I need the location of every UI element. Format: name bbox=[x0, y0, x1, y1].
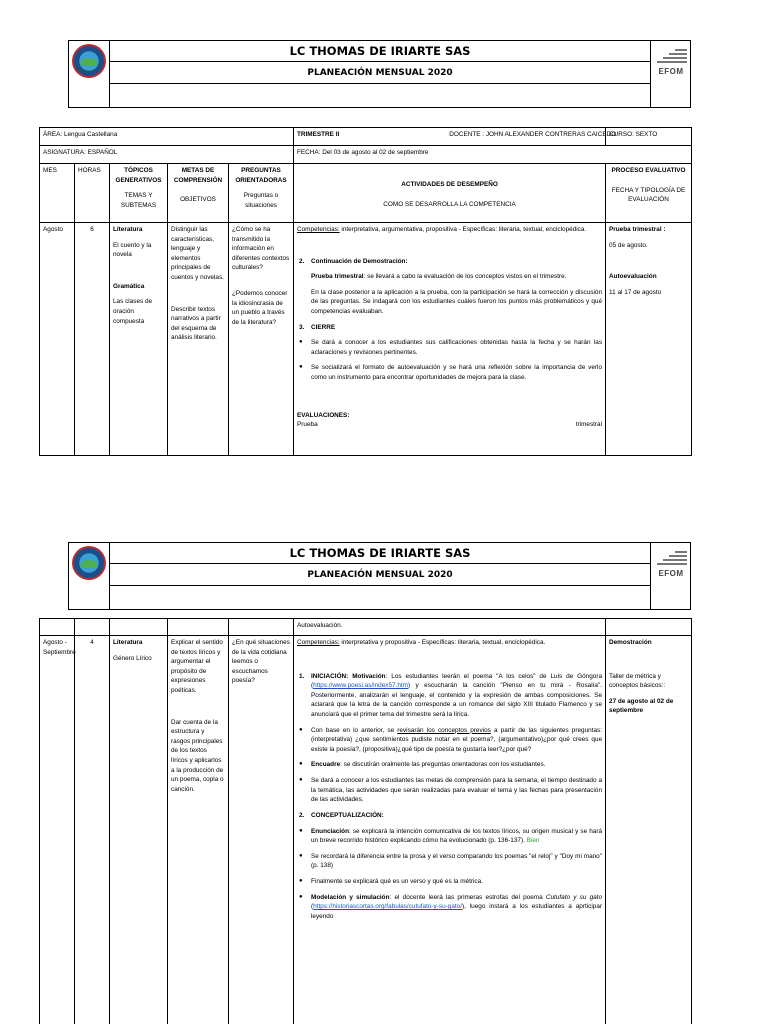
efom-logo-cell bbox=[650, 543, 690, 609]
institution-name: LC THOMAS DE IRIARTE SAS bbox=[110, 41, 650, 62]
proc2-title: Autoevaluación bbox=[609, 273, 657, 281]
metas-cell bbox=[168, 223, 229, 456]
mes-cell: Agosto bbox=[40, 223, 75, 456]
proceso-cell bbox=[606, 223, 692, 456]
clase-posterior-text: En la clase posterior a la aplicación a la prueba, con la participación se hará la corrección y discusión de las preguntas. Se indagará con los estudiantes cuáles fueron los puntos más problemáticos y qué competencias evaluaban. bbox=[311, 288, 603, 316]
pregunta2-text: ¿Podemos conocer la idiosincrasia de un pueblo a través de la literatura? bbox=[232, 290, 288, 326]
prosa-verso-bullet: ● Se recordará la diferencia entre la prosa y el verso comparando los poemas "el reloj" y "Doy mi mano" (p. 138) bbox=[297, 852, 602, 871]
col-proceso-sub: FECHA Y TIPOLOGÍA DE EVALUACIÓN bbox=[611, 186, 686, 204]
page2-plan-table bbox=[39, 618, 692, 1024]
s1-text-a: : Los estudiantes leerán el poema "A los celos" de Luis de Góngora ( bbox=[311, 672, 603, 690]
proceso-cell bbox=[606, 636, 692, 1024]
sec3-number: 3. bbox=[299, 323, 305, 331]
proc2-date: 11 al 17 de agosto bbox=[609, 288, 662, 296]
s1-number: 1. bbox=[299, 672, 305, 680]
plan-title: PLANEACIÓN MENSUAL 2020 bbox=[110, 62, 650, 84]
header-empty-row bbox=[110, 84, 650, 107]
meta2-text: Describir textos narrativos a partir del esquema de análisis literario. bbox=[171, 305, 221, 342]
col-preguntas bbox=[229, 164, 294, 223]
eval-prueba: Prueba bbox=[297, 421, 318, 429]
b1-text-b: a partir de las siguientes preguntas: (interpretativa) ¿que sentimientos pudiste notar en el poema?, (argumentativo)¿por qué crees que existe la poesía?, (propositiva)¿qué tipo de poesía te gustaría leer?¿por qué? bbox=[311, 726, 603, 753]
col-proceso-title: PROCESO EVALUATIVO bbox=[611, 167, 686, 174]
topico1-text: El cuento y la novela bbox=[113, 241, 152, 259]
col-metas bbox=[168, 164, 229, 223]
efom-logo-icon bbox=[655, 47, 687, 76]
col-topicos-sub: TEMAS Y SUBTEMAS bbox=[120, 192, 157, 209]
mes-cell: Agosto - Septiembre bbox=[40, 636, 75, 1024]
proc1-title: Prueba trimestral : bbox=[609, 226, 666, 233]
header-empty-row bbox=[110, 586, 650, 609]
actividades-cell bbox=[294, 223, 606, 456]
trimestre-label: TRIMESTRE II bbox=[297, 131, 340, 138]
competencias-label: Competencias: bbox=[297, 226, 340, 233]
efom-logo-icon bbox=[655, 549, 687, 578]
sec2-number: 2. bbox=[299, 257, 305, 265]
fecha-cell: FECHA: Del 03 de agosto al 02 de septiembre bbox=[294, 146, 692, 164]
metrica-bullet: ● Finalmente se explicará qué es un verso y qué es la métrica. bbox=[297, 877, 602, 887]
enunciacion-label: Enunciación bbox=[311, 827, 349, 835]
metas-bullet: ● Se dará a conocer a los estudiantes las metas de comprensión para la semana, el tiempo destinado a la temática, las actividades que serán realizadas para evaluar el tema y las fechas para presentación de las actividades. bbox=[297, 776, 602, 805]
competencias-text: interpretativa, argumentativa, propositiva - Específicas: literaria, textual, enciclopédica. bbox=[339, 226, 587, 233]
col-metas-sub: OBJETIVOS bbox=[180, 196, 216, 204]
s1-label: INICIACIÓN: Motivación bbox=[311, 672, 386, 680]
s1-text-b: ) y escucharán la canción "Pienso en tu mirá - Rosalía". Posteriormente, analizarán el lenguaje, el contenido y la expresión de ambas composiciones. Se aclarará que la letra de la canción corresponde a un romance del siglo XIII titulado Flamenco y se anunciará que el primer tema del trimestre será la lírica. bbox=[311, 682, 603, 719]
efom-logo-text: EFOM bbox=[658, 569, 684, 578]
topico2-title: Gramática bbox=[113, 282, 145, 290]
preguntas-cell bbox=[229, 223, 294, 456]
topico-text: Género Lírico bbox=[113, 654, 152, 662]
school-seal-icon bbox=[72, 44, 106, 78]
col-metas-title: METAS DE COMPRENSIÓN bbox=[173, 167, 223, 184]
poem-link[interactable]: https://www.poesi.as/index57.htm bbox=[313, 682, 408, 690]
col-preguntas-sub: Preguntas o situaciones bbox=[243, 192, 279, 209]
header-titles bbox=[110, 41, 650, 107]
proc-date: 27 de agosto al 02 de septiembre bbox=[609, 697, 674, 715]
col-topicos bbox=[110, 164, 168, 223]
bien-note: Bien bbox=[526, 837, 540, 845]
actividades-cell bbox=[294, 636, 606, 1024]
docente-label: DOCENTE : JOHN ALEXANDER CONTRERAS CAICEDO bbox=[449, 131, 617, 138]
col-actividades-sub: COMO SE DESARROLLA LA COMPETENCIA bbox=[383, 200, 516, 208]
meta1-text: Explicar el sentido de textos líricos y argumentar el propósito de expresiones poéticas. bbox=[171, 639, 223, 695]
horas-cell: 4 bbox=[75, 636, 110, 1024]
col-actividades-title: ACTIVIDADES DE DESEMPEÑO bbox=[401, 181, 498, 188]
meta2-text: Dar cuenta de la estructura y rasgos principales de los textos líricos y aplicarlos a la producción de un poema, copla o canción. bbox=[171, 718, 224, 793]
col-actividades bbox=[294, 164, 606, 223]
col-topicos-title: TÓPICOS GENERATIVOS bbox=[115, 167, 162, 184]
enunciacion-text: : se explicará la intención comunicativa de los textos líricos, su origen musical y se hará un breve recorrido histórico explicando cómo ha evolucionado (p. 136-137). bbox=[311, 827, 603, 845]
pregunta1-text: ¿Cómo se ha transmitido la información en diferentes contextos culturales? bbox=[232, 226, 290, 272]
preguntas-cell: ¿En qué situaciones de la vida cotidiana leemos o escuchamos poesía? bbox=[229, 636, 294, 1024]
curso-cell: CURSO: SEXTO bbox=[606, 128, 692, 146]
modelacion-text-c: ), luego instará a los estudiantes a aprticipar leyendo bbox=[311, 903, 603, 920]
evaluaciones-label: EVALUACIONES: bbox=[297, 411, 350, 419]
s2-number: 2. bbox=[299, 811, 305, 819]
asignatura-cell: ASIGNATURA: ESPAÑOL bbox=[40, 146, 294, 164]
school-logo-cell bbox=[69, 41, 110, 107]
trimestre-cell bbox=[294, 128, 617, 146]
plan-title: PLANEACIÓN MENSUAL 2020 bbox=[110, 564, 650, 586]
cierre2-bullet: ● Se socializará el formato de autoevaluación y se hará una reflexión sobre la importancia de verlo como un instrumento para encontrar oportunidades de mejora para la clase. bbox=[297, 363, 602, 382]
modelacion-text-b: ( bbox=[311, 903, 314, 911]
encuadre-text: : se discutirán oralmente las preguntas orientadoras con los estudiantes. bbox=[340, 761, 546, 769]
sec3-title: CIERRE bbox=[311, 323, 336, 331]
b1-text-a: Con base en lo anterior, se bbox=[311, 726, 398, 734]
cutufato-link[interactable]: https://historiascortas.org/fabulas/cutufato-y-su-gato/ bbox=[313, 903, 462, 911]
page2-header bbox=[68, 542, 691, 610]
carry-cell: Autoevaluación. bbox=[294, 619, 606, 636]
prueba-text: : se llevará a cabo la evaluación de los conceptos vistos en el trimestre. bbox=[363, 273, 567, 281]
page1-header bbox=[68, 40, 691, 108]
meta1-text: Distinguir las características, lenguaje y elementos principales de cuentos y novelas. bbox=[171, 226, 224, 282]
modelacion-italic: Cutufato y su gato bbox=[545, 893, 603, 901]
institution-name: LC THOMAS DE IRIARTE SAS bbox=[110, 543, 650, 564]
s2-title: CONCEPTUALIZACIÓN: bbox=[311, 811, 384, 819]
b1-underline: revisarán los conceptos previos bbox=[397, 726, 491, 734]
sec2-title: Continuación de Demostración: bbox=[311, 257, 408, 265]
school-seal-icon bbox=[72, 546, 106, 580]
proc1-date: 05 de agosto. bbox=[609, 241, 648, 249]
metas-cell bbox=[168, 636, 229, 1024]
encuadre-label: Encuadre bbox=[311, 761, 341, 769]
header-titles bbox=[110, 543, 650, 609]
efom-logo-text: EFOM bbox=[658, 67, 684, 76]
cierre1-bullet: ● Se dará a conocer a los estudiantes sus calificaciones obtenidas hasta la fecha y se harán las aclaraciones y revisiones pertinentes. bbox=[297, 338, 602, 357]
modelacion-label: Modelación y simulación bbox=[311, 893, 390, 901]
col-horas: HORAS bbox=[75, 164, 110, 223]
topico-title: Literatura bbox=[113, 639, 143, 646]
col-mes: MES bbox=[40, 164, 75, 223]
proc-text: Taller de métrica y conceptos básicos:: bbox=[609, 672, 666, 690]
eval-trimestral: trimestral bbox=[575, 421, 603, 429]
competencias-text: interpretativa y propositiva - Específicas: literaria, textual, enciclopédica. bbox=[339, 639, 546, 646]
area-cell: ÁREA: Lengua Castellana bbox=[40, 128, 294, 146]
topicos-cell bbox=[110, 223, 168, 456]
competencias-label: Competencias: bbox=[297, 639, 340, 646]
page1-plan-table bbox=[39, 127, 692, 456]
efom-logo-cell bbox=[650, 41, 690, 107]
modelacion-text-a: : el docente leerá las primeras estrofas del poema bbox=[389, 893, 546, 901]
col-preguntas-title: PREGUNTAS ORIENTADORAS bbox=[235, 167, 287, 184]
horas-cell: 6 bbox=[75, 223, 110, 456]
proc-title: Demostración bbox=[609, 639, 652, 646]
prueba-label: Prueba trimestral bbox=[311, 273, 364, 281]
eval-row bbox=[297, 420, 602, 430]
topicos-cell bbox=[110, 636, 168, 1024]
topico1-title: Literatura bbox=[113, 226, 143, 233]
topico2-text: Las clases de oración compuesta bbox=[113, 298, 153, 325]
col-proceso bbox=[606, 164, 692, 223]
school-logo-cell bbox=[69, 543, 110, 609]
